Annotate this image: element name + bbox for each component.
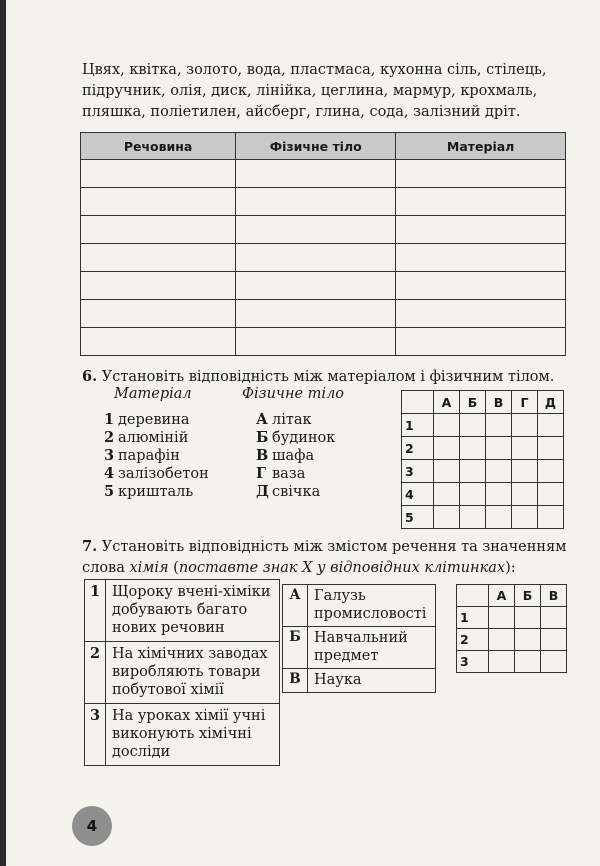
classification-table [80,132,566,356]
sentence-number: 1 [89,583,101,600]
table-cell[interactable] [81,216,236,244]
grid-row [402,506,564,529]
grid-answer-cell[interactable] [486,414,512,437]
grid-answer-cell[interactable] [515,607,541,629]
item-letter: В [256,447,269,464]
item-text: кришталь [118,484,194,500]
table-row [81,272,566,300]
item-text: літак [272,412,312,428]
word-list [82,60,576,123]
grid-answer-cell[interactable] [486,483,512,506]
table-cell[interactable] [236,216,396,244]
grid-answer-cell[interactable] [538,506,564,529]
grid-row [457,629,567,651]
item-letter: А [256,411,268,428]
table-cell[interactable] [236,244,396,272]
item-number: 2 [104,429,115,446]
grid-row-header: 3 [457,651,489,673]
grid-answer-cell[interactable] [512,506,538,529]
table-row [81,328,566,356]
list-item [104,483,209,501]
table-cell[interactable] [236,328,396,356]
grid-row-header: 2 [402,437,434,460]
grid-answer-cell[interactable] [538,460,564,483]
table-row [81,160,566,188]
grid-answer-cell[interactable] [460,437,486,460]
grid-answer-cell[interactable] [541,629,567,651]
list-item [256,411,335,429]
sentence-row [85,641,279,703]
grid-answer-cell[interactable] [460,414,486,437]
list-item [256,483,335,501]
classification-table-body [81,160,566,356]
task6-col-body: Фізичне тіло [242,386,345,402]
table-cell[interactable] [81,160,236,188]
sentence-text: На уроках хімії учні виконують хімічні досліди [105,704,279,765]
grid-answer-cell[interactable] [538,437,564,460]
item-text: ваза [272,466,306,482]
grid-col-header: Б [460,391,486,414]
grid-row-header: 3 [402,460,434,483]
meaning-text: Галузь промисловості [307,585,435,626]
word-list-line: Цвях, квітка, золото, вода, пластмаса, кухонна сіль, стілець, [82,62,547,78]
item-text: залізобетон [118,466,209,482]
grid-row [402,483,564,506]
task6-text: Установіть відповідність між матеріалом і фізичним тілом. [101,369,555,385]
grid-answer-cell[interactable] [515,629,541,651]
meaning-row [283,585,435,626]
grid-answer-cell[interactable] [538,483,564,506]
meaning-letter: Б [289,629,301,645]
grid-col-header: Д [538,391,564,414]
grid-row [402,460,564,483]
word-list-line: підручник, олія, диск, лінійка, цеглина, мармур, крохмаль, [82,83,538,99]
task7-text-line1: Установіть відповідність між змістом речення та значенням [101,539,567,555]
grid-row [402,414,564,437]
grid-col-header: Г [512,391,538,414]
table-cell[interactable] [396,244,566,272]
list-item [104,447,209,465]
table-cell[interactable] [81,272,236,300]
table-cell[interactable] [396,188,566,216]
sentences-table [84,579,280,766]
page-number-badge: 4 [72,806,112,846]
meaning-row [283,668,435,692]
grid-row-header: 4 [402,483,434,506]
task6-answer-grid [401,390,564,529]
grid-col-header: В [486,391,512,414]
sentence-text: Щороку вчені-хіміки добувають багато нових речовин [105,580,279,641]
grid-corner [457,585,489,607]
grid-answer-cell[interactable] [460,506,486,529]
table-row [81,300,566,328]
task7-answer-grid [456,584,567,673]
item-number: 5 [104,483,115,500]
sentence-row [85,703,279,765]
grid-answer-cell[interactable] [486,506,512,529]
meaning-letter: В [289,671,301,687]
grid-col-header: Б [515,585,541,607]
item-letter: Г [256,465,267,482]
grid-col-header: В [541,585,567,607]
item-text: алюміній [118,430,189,446]
grid-answer-cell[interactable] [434,506,460,529]
meanings-table [282,584,436,693]
table-row [81,244,566,272]
grid-answer-cell[interactable] [515,651,541,673]
sentence-row [85,580,279,641]
table-cell[interactable] [396,216,566,244]
list-item [104,411,209,429]
grid-corner [402,391,434,414]
task7-paren-open: ( [168,560,179,576]
sentence-text: На хімічних заводах виробляють товари побутової хімії [105,642,279,703]
table-cell[interactable] [396,328,566,356]
table-cell[interactable] [81,300,236,328]
table-cell[interactable] [81,328,236,356]
table-cell[interactable] [81,188,236,216]
item-text: деревина [118,412,190,428]
grid-row-header: 2 [457,629,489,651]
task6-title [82,366,576,388]
meaning-letter: А [289,587,301,603]
task7-text-prefix: слова [82,560,130,576]
table-cell[interactable] [396,300,566,328]
grid-answer-cell[interactable] [489,651,515,673]
header-substance: Речовина [81,133,236,160]
item-number: 4 [104,465,115,482]
grid-answer-cell[interactable] [512,437,538,460]
grid-answer-cell[interactable] [538,414,564,437]
sentence-number: 2 [89,645,101,662]
item-text: шафа [272,448,315,464]
task7-number: 7. [82,538,98,555]
list-item [256,429,335,447]
grid-answer-cell[interactable] [460,483,486,506]
item-number: 3 [104,447,115,464]
task7-title [82,536,576,579]
grid-answer-cell[interactable] [434,483,460,506]
word-list-line: пляшка, поліетилен, айсберг, глина, сода, залізний дріт. [82,104,521,120]
list-item [256,447,335,465]
materials-list [104,411,209,501]
grid-row-header: 1 [457,607,489,629]
grid-row-header: 5 [402,506,434,529]
grid-answer-cell[interactable] [512,460,538,483]
table-cell[interactable] [396,160,566,188]
item-text: будинок [272,430,336,446]
item-text: парафін [118,448,180,464]
meaning-row [283,626,435,668]
task7-word: хімія [129,560,169,576]
grid-answer-cell[interactable] [541,651,567,673]
item-letter: Д [256,483,269,500]
list-item [104,429,209,447]
table-cell[interactable] [236,300,396,328]
grid-answer-cell[interactable] [541,607,567,629]
grid-row [402,437,564,460]
table-row [81,216,566,244]
table-row [81,188,566,216]
task7-instruction: поставте знак Х у відповідних клітинках [178,560,506,576]
meaning-text: Навчальний предмет [307,627,435,668]
header-material: Матеріал [396,133,566,160]
grid-answer-cell[interactable] [460,460,486,483]
grid-col-header: А [489,585,515,607]
grid-row-header: 1 [402,414,434,437]
table-cell[interactable] [396,272,566,300]
table-cell[interactable] [236,160,396,188]
task7-paren-close: ): [505,560,516,576]
grid-answer-cell[interactable] [434,460,460,483]
grid-answer-cell[interactable] [512,483,538,506]
grid-answer-cell[interactable] [489,607,515,629]
grid-col-header: А [434,391,460,414]
item-text: свічка [272,484,321,500]
meaning-text: Наука [307,669,435,692]
grid-answer-cell[interactable] [434,414,460,437]
grid-answer-cell[interactable] [486,460,512,483]
header-physical-body: Фізичне тіло [236,133,396,160]
grid-answer-cell[interactable] [486,437,512,460]
table-cell[interactable] [236,188,396,216]
table-cell[interactable] [81,244,236,272]
list-item [256,465,335,483]
bodies-list [256,411,335,501]
sentence-number: 3 [89,707,101,724]
task6-col-material: Матеріал [114,386,192,402]
workbook-page [6,0,600,866]
list-item [104,465,209,483]
item-letter: Б [256,429,269,446]
table-cell[interactable] [236,272,396,300]
grid-answer-cell[interactable] [512,414,538,437]
grid-answer-cell[interactable] [434,437,460,460]
grid-row [457,607,567,629]
grid-answer-cell[interactable] [489,629,515,651]
grid-row [457,651,567,673]
task6-number: 6. [82,368,98,385]
item-number: 1 [104,411,115,428]
